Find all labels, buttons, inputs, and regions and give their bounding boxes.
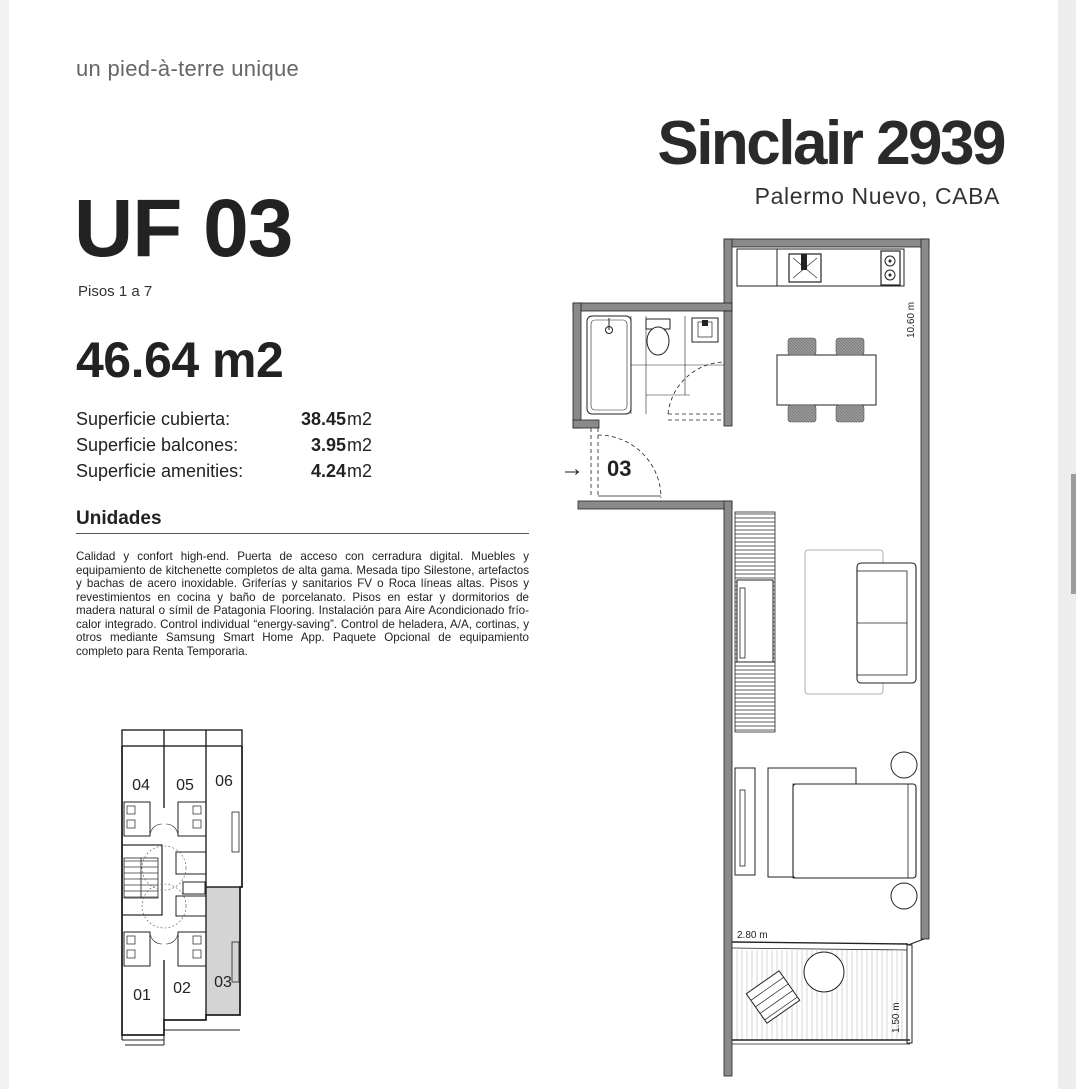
unit-floors: Pisos 1 a 7: [78, 283, 153, 300]
key-plan-unit-label: 03: [214, 974, 232, 991]
surface-row-covered: [76, 409, 373, 430]
project-name: Sinclair 2939: [657, 109, 1004, 178]
project-location: Palermo Nuevo, CABA: [754, 183, 1000, 209]
nightstand-lamp: [891, 752, 917, 778]
surface-value: 38.45: [300, 409, 346, 429]
surface-unit: m2: [347, 461, 373, 481]
nightstand-lamp: [891, 883, 917, 909]
tagline: un pied-à-terre unique: [76, 56, 300, 81]
chair-icon: [836, 338, 864, 355]
scroll-indicator[interactable]: [1071, 474, 1076, 594]
dimension-width: 2.80 m: [737, 930, 768, 941]
bathtub-icon: [587, 316, 631, 414]
key-plan-unit-label: 02: [173, 980, 191, 997]
surface-value: 3.95: [310, 435, 346, 455]
surface-label: Superficie cubierta:: [76, 409, 231, 429]
key-plan-highlight: [206, 887, 240, 1015]
key-plan-unit-label: 04: [132, 777, 150, 794]
floor-plan: [555, 230, 950, 1082]
chair-icon: [788, 338, 816, 355]
key-plan-unit-label: 01: [133, 987, 151, 1004]
key-plan: [110, 726, 250, 1048]
arrow-right-icon: →: [560, 455, 584, 482]
toilet-icon: [646, 319, 670, 355]
surface-value: 4.24: [310, 461, 346, 481]
surface-row-amenities: [76, 461, 373, 482]
surface-label: Superficie amenities:: [76, 461, 244, 481]
plan-unit-label: 03: [607, 456, 632, 481]
surface-label: Superficie balcones:: [76, 435, 239, 455]
chair-icon: [836, 405, 864, 422]
unit-total-area: 46.64 m2: [76, 332, 284, 388]
surface-unit: m2: [347, 435, 373, 455]
units-description: Calidad y confort high-end. Puerta de acceso con cerradura digital. Muebles y equipamiento de kitchenette completos de alta gama. Mesada tipo Silestone, artefactos y bachas de acero inoxidable. Griferías y sanitarios FV o Roca líneas altas. Pisos y revestimientos en cocina y baño de porcelanato. Pisos en estar y dormitorios de madera natural o símil de Patagonia Flooring. Instalación para Aire Acondicionado frío-calor integrado. Control individual “energy-saving”. Control de heladera, A/A, cortinas, y otros mediante Samsung Smart Home App. Paquete Opcional de equipamiento completo para Renta Temporaria.: [76, 550, 529, 658]
section-divider: [76, 533, 529, 534]
surface-row-balconies: [76, 435, 373, 456]
dimension-length: 10.60 m: [906, 301, 917, 338]
key-plan-unit-label: 06: [215, 773, 233, 790]
dimension-balcony: 1.50 m: [891, 1002, 902, 1033]
balcony-table: [804, 952, 844, 992]
surface-unit: m2: [347, 409, 373, 429]
chair-icon: [788, 405, 816, 422]
unit-code: UF 03: [74, 183, 293, 274]
units-section-title: Unidades: [76, 508, 162, 529]
key-plan-unit-label: 05: [176, 777, 194, 794]
page-edge-left: [0, 0, 9, 1089]
dining-table: [777, 355, 876, 405]
